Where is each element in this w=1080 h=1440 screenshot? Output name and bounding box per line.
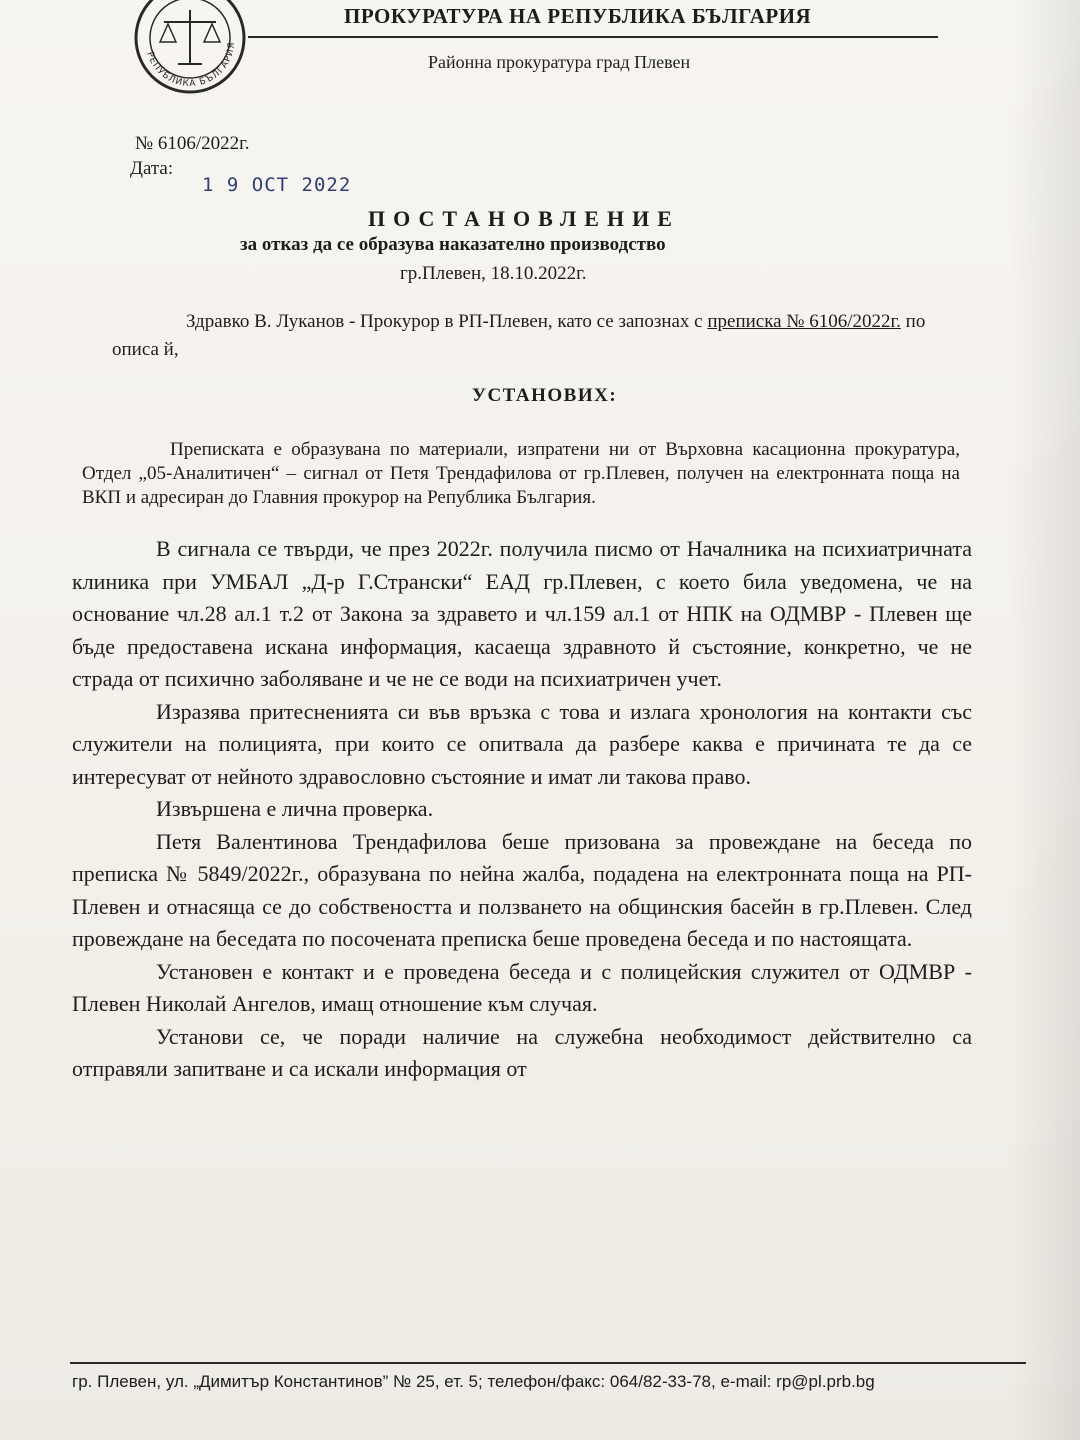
document-title: ПОСТАНОВЛЕНИЕ [368, 206, 680, 231]
document-body [72, 533, 972, 1086]
document-subtitle: за отказ да се образува наказателно производство [240, 234, 666, 255]
date-label: Дата: [130, 158, 174, 179]
institution-title: ПРОКУРАТУРА НА РЕПУБЛИКА БЪЛГАРИЯ [344, 4, 812, 28]
paragraph-1 [82, 438, 960, 510]
case-reference: преписка № 6106/2022г. [707, 311, 901, 332]
paragraph-7: Установи се, че поради наличие на служебна необходимост действително са отправяли запитване и са искали информация от [72, 1023, 972, 1081]
intro-text: Здравко В. Луканов - Прокурор в РП-Плевен, като се запознах с [186, 311, 708, 332]
section-heading: УСТАНОВИХ: [472, 385, 618, 406]
prosecutor-seal-emblem [132, 0, 248, 96]
paragraph-3: Изразява притесненията си във връзка с това и излага хронология на контакти със служители на полицията, при които се опитвала да разбере каква е причината те да се интересуват от нейното здравословно състояние и имат ли такова право. [72, 698, 972, 789]
office-name: Районна прокуратура град Плевен [428, 52, 691, 72]
footer-address: гр. Плевен, ул. „Димитър Константинов” № 25, ет. 5; телефон/факс: 064/82-33-78, e-mail: rp@pl.prb.bg [72, 1372, 875, 1391]
footer-divider [70, 1362, 1026, 1364]
paragraph-6: Установен е контакт и е проведена беседа и с полицейския служител от ОДМВР - Плевен Николай Ангелов, имащ отношение към случая. [72, 958, 972, 1016]
intro-text-end: по описа й, [112, 311, 926, 360]
seal-text: РЕПУБЛИКА БЪЛГАРИЯ [144, 41, 238, 90]
paper-edge-shadow [1010, 0, 1080, 1440]
date-stamp: 1 9 OCT 2022 [202, 174, 352, 196]
paragraph-2: В сигнала се твърди, че през 2022г. получила писмо от Началника на психиатричната клиника при УМБАЛ „Д-р Г.Странски“ ЕАД гр.Плевен, с което била уведомена, че на основание чл.28 ал.1 т.2 от Закона за здравето и чл.159 ал.1 от НПК на ОДМВР - Плевен ще бъде предоставена искана информация, касаеща здравното й състояние, конкретно, че не страда от психично заболяване и че не се води на психиатричен учет. [72, 536, 972, 691]
place-and-date: гр.Плевен, 18.10.2022г. [400, 263, 587, 284]
intro-paragraph [112, 308, 942, 364]
header-divider [248, 36, 938, 38]
paragraph-1-text: Преписката е образувана по материали, изпратени ни от Върховна касационна прокуратура, Отдел „05-Аналитичен“ – сигнал от Петя Трендафилова от гр.Плевен, получен на електронната поща на ВКП и адресиран до Главния прокурор на Република България. [82, 439, 960, 508]
paragraph-4: Извършена е лична проверка. [156, 796, 434, 821]
document-number: № 6106/2022г. [135, 133, 250, 154]
paragraph-5: Петя Валентинова Трендафилова беше призована за провеждане на беседа по преписка № 5849/2022г., образувана по нейна жалба, подадена на електронната поща на РП-Плевен и отнасяща се до собствеността и ползването на общинския басейн в гр.Плевен. След провеждане на беседата по посочената преписка беше проведена беседа и по настоящата. [72, 828, 972, 951]
